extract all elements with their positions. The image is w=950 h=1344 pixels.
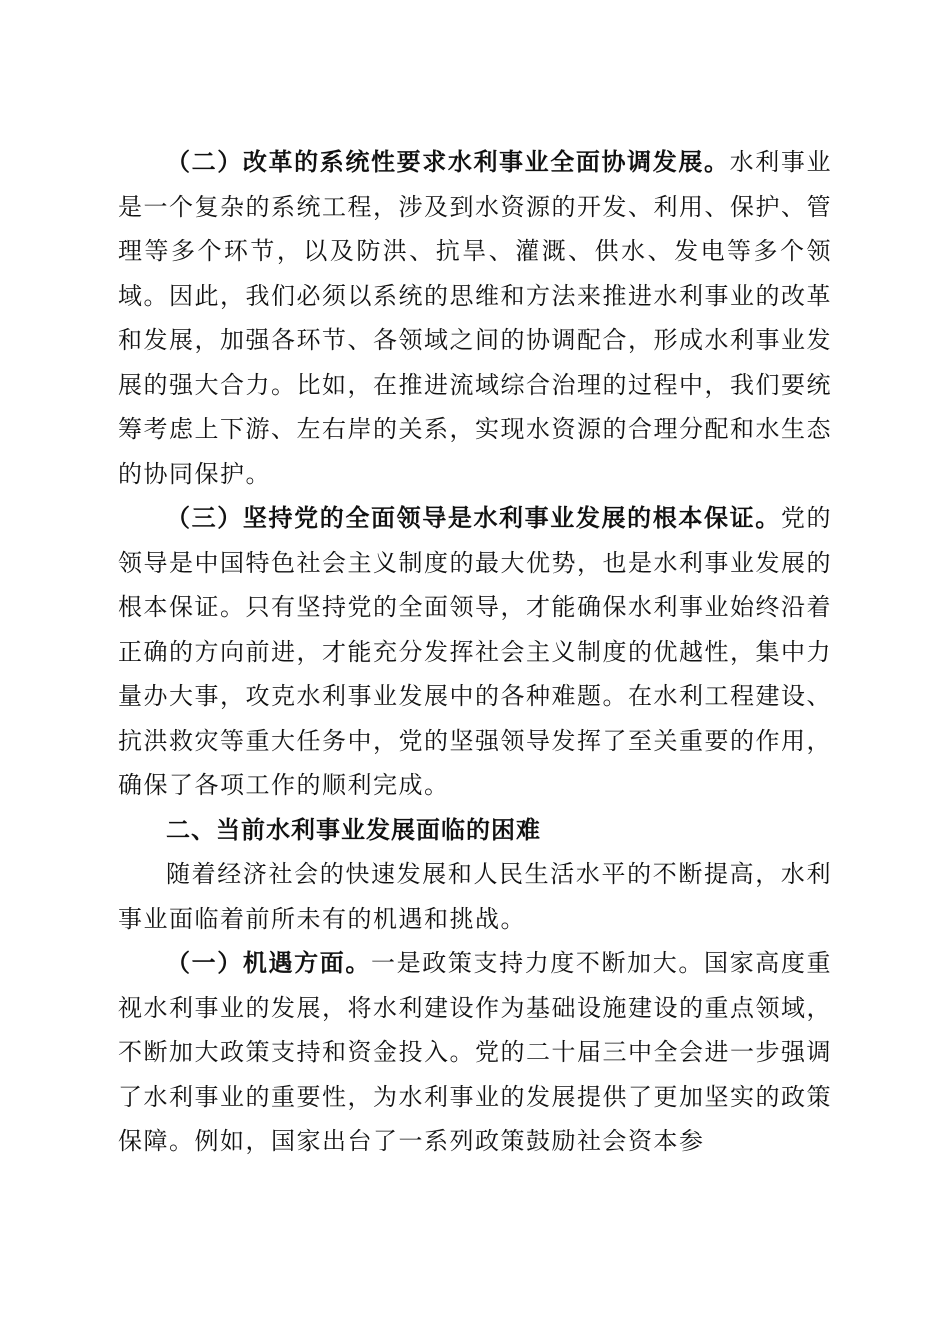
paragraph-lead: （三）坚持党的全面领导是水利事业发展的根本保证。 bbox=[166, 504, 781, 532]
paragraph-text: 党的领导是中国特色社会主义制度的最大优势，也是水利事业发展的根本保证。只有坚持党的全面领导，才能确保水利事业始终沿着正确的方向前进，才能充分发挥社会主义制度的优越性，集中力量办大事，攻克水利事业发展中的各种难题。在水利工程建设、抗洪救灾等重大任务中，党的坚强领导发挥了至关重要的作用，确保了各项工作的顺利完成。 bbox=[118, 504, 833, 799]
paragraph-text: 水利事业是一个复杂的系统工程，涉及到水资源的开发、利用、保护、管理等多个环节，以及防洪、抗旱、灌溉、供水、发电等多个领域。因此，我们必须以系统的思维和方法来推进水利事业的改革和发展，加强各环节、各领域之间的协调配合，形成水利事业发展的强大合力。比如，在推进流域综合治理的过程中，我们要统筹考虑上下游、左右岸的关系，实现水资源的合理分配和水生态的协同保护。 bbox=[118, 148, 833, 488]
paragraph-lead: （一）机遇方面。 bbox=[166, 949, 371, 977]
document-body bbox=[118, 140, 832, 1164]
paragraph-party-leadership bbox=[118, 496, 832, 808]
paragraph-opportunities bbox=[118, 941, 832, 1164]
section-heading: 二、当前水利事业发展面临的困难 bbox=[166, 815, 541, 844]
paragraph-text: 一是政策支持力度不断加大。国家高度重视水利事业的发展，将水利建设作为基础设施建设的重点领域，不断加大政策支持和资金投入。党的二十届三中全会进一步强调了水利事业的重要性，为水利事业的发展提供了更加坚实的政策保障。例如，国家出台了一系列政策鼓励社会资本参 bbox=[118, 949, 833, 1155]
paragraph-intro: 随着经济社会的快速发展和人民生活水平的不断提高，水利事业面临着前所未有的机遇和挑战。 bbox=[118, 860, 832, 933]
paragraph-lead: （二）改革的系统性要求水利事业全面协调发展。 bbox=[166, 148, 730, 176]
paragraph-systematic-reform bbox=[118, 140, 832, 496]
